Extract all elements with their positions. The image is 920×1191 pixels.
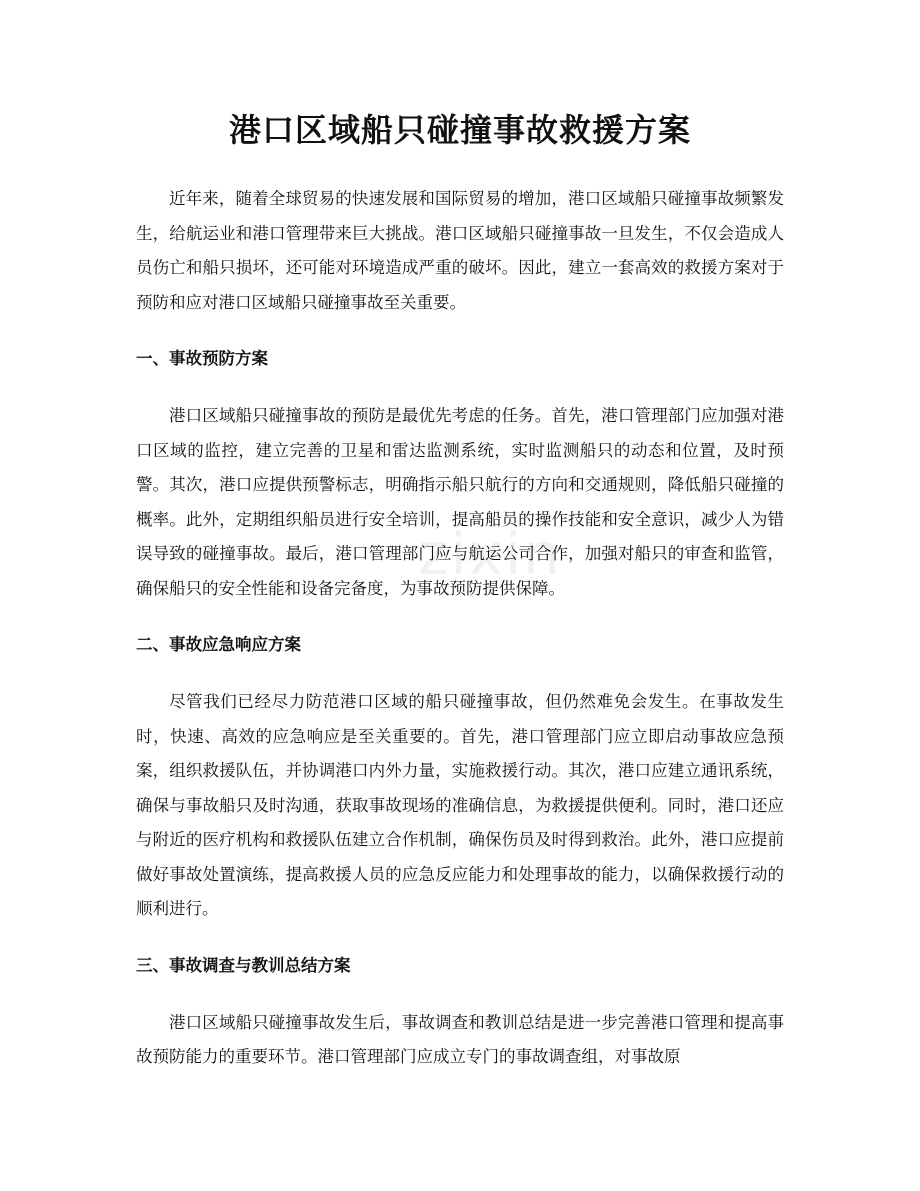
watermark: zixin <box>418 520 562 588</box>
document-body <box>136 182 784 1075</box>
section-body-prevention: 港口区域船只碰撞事故的预防是最优先考虑的任务。首先，港口管理部门应加强对港口区域的监控，建立完善的卫星和雷达监测系统，实时监测船只的动态和位置，及时预警。其次，港口应提供预警标志，明确指示船只航行的方向和交通规则，降低船只碰撞的概率。此外，定期组织船员进行安全培训，提高船员的操作技能和安全意识，减少人为错误导致的碰撞事故。最后，港口管理部门应与航运公司合作，加强对船只的审查和监管，确保船只的安全性能和设备完备度，为事故预防提供保障。 <box>136 406 784 598</box>
document-title: 港口区域船只碰撞事故救援方案 <box>228 111 691 149</box>
section-heading-prevention: 一、事故预防方案 <box>136 349 268 368</box>
section-heading-emergency: 二、事故应急响应方案 <box>136 635 301 654</box>
intro-paragraph: 近年来，随着全球贸易的快速发展和国际贸易的增加，港口区域船只碰撞事故频繁发生，给航运业和港口管理带来巨大挑战。港口区域船只碰撞事故一旦发生，不仅会造成人员伤亡和船只损坏，还可能对环境造成严重的破坏。因此，建立一套高效的救援方案对于预防和应对港口区域船只碰撞事故至关重要。 <box>136 189 784 312</box>
section-body-investigation: 港口区域船只碰撞事故发生后，事故调查和教训总结是进一步完善港口管理和提高事故预防能力的重要环节。港口管理部门应成立专门的事故调查组，对事故原 <box>136 1012 784 1066</box>
section-heading-investigation: 三、事故调查与教训总结方案 <box>136 955 351 975</box>
section-body-emergency: 尽管我们已经尽力防范港口区域的船只碰撞事故，但仍然难免会发生。在事故发生时，快速、高效的应急响应是至关重要的。首先，港口管理部门应立即启动事故应急预案，组织救援队伍，并协调港口内外力量，实施救援行动。其次，港口应建立通讯系统，确保与事故船只及时沟通，获取事故现场的准确信息，为救援提供便利。同时，港口还应与附近的医疗机构和救援队伍建立合作机制，确保伤员及时得到救治。此外，港口应提前做好事故处置演练，提高救援人员的应急反应能力和处理事故的能力，以确保救援行动的顺利进行。 <box>136 692 784 918</box>
